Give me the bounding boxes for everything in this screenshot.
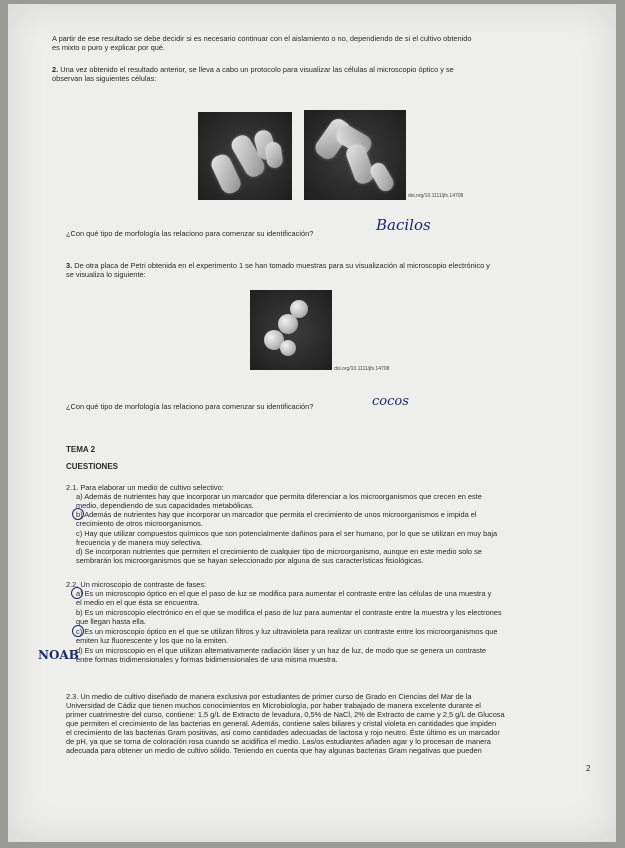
q2-line-2: observan las siguientes células: [52, 74, 157, 83]
q21-option-b-line-1: b) Además de nutrientes hay que incorporar un marcador que permita el crecimiento de unos microorganismos e impida el [76, 510, 477, 519]
q22-option-b-line-2: que llegan hasta ella. [76, 617, 146, 626]
q22-option-d-line-1: d) Es un microscopio en el que utilizan alternativamente radiación láser y un haz de luz, de modo que se genera un contraste [76, 646, 487, 655]
q3-text: De otra placa de Petri obtenida en el experimento 1 se han tomado muestras para su visualización al microscopio electrónico y [74, 261, 490, 270]
q22-option-c-line-1: c) Es un microscopio óptico en el que se utilizan filtros y luz ultravioleta para realizar un contraste entre los microorganismos que [76, 627, 498, 636]
q21-option-c-line-2: frecuencia y de manera muy selectiva. [76, 538, 203, 547]
handwritten-margin-note: NOAB [38, 648, 79, 662]
q21-option-b-line-2: crecimiento de otros microorganismos. [76, 519, 203, 528]
q2-number: 2. [52, 65, 59, 74]
q2-text: Una vez obtenido el resultado anterior, se lleva a cabo un protocolo para visualizar las células al microscopio óptico y se [60, 65, 454, 74]
intro-line-1: A partir de ese resultado se debe decidir si es necesario continuar con el aislamiento o no, dependiendo de si el cultivo obtenido [52, 34, 472, 43]
q22-option-a-line-2: el medio en el que ésta se encuentra. [76, 598, 200, 607]
q22-stem: 2.2. Un microscopio de contraste de fases: [66, 580, 207, 589]
q21-option-d-line-1: d) Se incorporan nutrientes que permiten el crecimiento de cualquier tipo de microorganismo, aunque en este medio solo se [76, 547, 482, 556]
document-page [8, 4, 616, 842]
q21-option-d-line-2: sembrarán los microorganismos que se hayan seleccionado por alguna de sus características fisiológicas. [76, 556, 424, 565]
q21-option-a-line-2: medio, dependiendo de sus capacidades metabólicas. [76, 501, 254, 510]
micrograph-bacilli-1 [198, 112, 292, 200]
q2-question: ¿Con qué tipo de morfología las relaciono para comenzar su identificación? [66, 229, 314, 238]
q3-line-1 [66, 261, 490, 270]
micrograph-bacilli-2 [304, 110, 406, 200]
q22-selected-circle-c [72, 625, 84, 637]
q22-option-a-line-1: a) Es un microscopio óptico en el que el paso de luz se modifica para aumentar el contraste entre las células de una muestra y [76, 589, 492, 598]
section-subtitle: CUESTIONES [66, 462, 119, 471]
q21-stem: 2.1. Para elaborar un medio de cultivo selectivo: [66, 483, 224, 492]
q23-line-6: de pH, ya que se torna de coloración rosa cuando se acidifica el medio. Las/os estudiantes añaden agar y lo procesan de manera [66, 737, 491, 746]
handwritten-answer-bacilos: Bacilos [376, 216, 431, 234]
doi-reference-1: doi.org/10.1111/jfs.14708 [408, 193, 464, 199]
handwritten-answer-cocos: cocos [372, 394, 409, 409]
micrograph-cocci [250, 290, 332, 370]
q23-line-5: el crecimiento de las bacterias Gram positivas, así como cantidades adecuadas de lactosa y rojo neutro. Éste último es un marcador [66, 728, 500, 737]
q23-line-2: Universidad de Cádiz que tienen muchos conocimientos en Microbiología, por haber trabajado de manera excelente durante el [66, 701, 481, 710]
q2-line-1 [52, 65, 454, 74]
q22-selected-circle-a [71, 587, 83, 599]
section-title: TEMA 2 [66, 445, 96, 454]
intro-line-2: es mixto o puro y explicar por qué. [52, 43, 165, 52]
q21-option-c-line-1: c) Hay que utilizar compuestos químicos que son potencialmente dañinos para el ser humano, por lo que se utilizan en muy baja [76, 529, 498, 538]
q22-option-d-line-2: entre formas tridimensionales y formas bidimensionales de una misma muestra. [76, 655, 338, 664]
q23-line-7: adecuada para obtener un medio de cultivo sólido. Teniendo en cuenta que hay algunas bacterias Gram negativas que pueden [66, 746, 482, 755]
q23-line-1: 2.3. Un medio de cultivo diseñado de manera exclusiva por estudiantes de primer curso de Grado en Ciencias del Mar de la [66, 692, 472, 701]
q22-option-b-line-1: b) Es un microscopio electrónico en el que se modifica el paso de luz para aumentar el contraste entre la muestra y los electrones [76, 608, 502, 617]
q21-selected-circle [72, 508, 84, 520]
doi-reference-2: doi.org/10.1111/jfs.14708 [334, 366, 390, 372]
page-number: 2 [586, 764, 591, 773]
q23-line-3: primer cuatrimestre del curso, contiene: 1,5 g/L de Extracto de levadura, 0,5% de NaCl, 2% de Extracto de carne y 2,5 g/L de Glucosa [66, 710, 505, 719]
q23-line-4: que permiten el crecimiento de las bacterias en general. Además, contiene sales biliares y cristal violeta en cantidades que impiden [66, 719, 497, 728]
q3-question: ¿Con qué tipo de morfología las relaciono para comenzar su identificación? [66, 402, 314, 411]
q3-number: 3. [66, 261, 73, 270]
q22-option-c-line-2: emiten luz fluorescente y los que no la emiten. [76, 636, 229, 645]
q3-line-2: se visualiza lo siguiente: [66, 270, 146, 279]
q21-option-a-line-1: a) Además de nutrientes hay que incorporar un marcador que permita diferenciar a los microorganismos que crecen en este [76, 492, 482, 501]
